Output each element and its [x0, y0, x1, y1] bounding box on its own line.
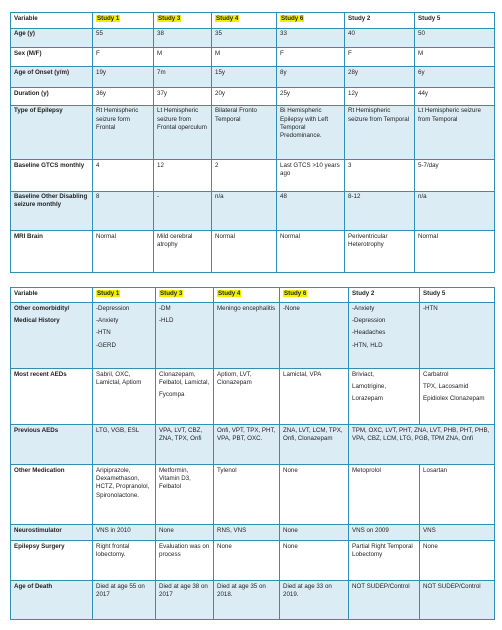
cell: F: [345, 48, 415, 67]
cell: 25y: [277, 88, 345, 106]
header-study-6: Study 6: [277, 13, 345, 29]
cell: 3: [345, 160, 415, 191]
row-label: Most recent AEDs: [11, 369, 93, 425]
table-row: [11, 191, 495, 231]
cell: None: [280, 525, 349, 541]
cell: Metoprolol: [349, 465, 420, 525]
cell: NOT SUDEP/Control: [349, 581, 420, 620]
table-row: [11, 28, 495, 48]
cell: 36y: [93, 88, 154, 106]
cell: None: [214, 541, 280, 581]
header-study-5: Study 5: [415, 13, 495, 29]
cell: 7m: [154, 67, 212, 88]
cell: Normal: [415, 231, 495, 273]
header-study-4: Study 4: [214, 288, 280, 303]
header-variable: Variable: [11, 288, 93, 303]
cell: Lt Hemispheric seizure from Temporal: [415, 105, 495, 159]
table-row: [11, 67, 495, 88]
table-row: [11, 541, 495, 581]
cell: 8-12: [345, 191, 415, 231]
cell: F: [277, 48, 345, 67]
cell: -Anxiety -Depression -Headaches -HTN, HLD: [349, 303, 420, 369]
cell: 33: [277, 28, 345, 48]
row-label: Epilepsy Surgery: [11, 541, 93, 581]
cell: F: [93, 48, 154, 67]
row-label: MRI Brain: [11, 231, 93, 273]
row-label: Baseline GTCS monthly: [11, 160, 93, 191]
cell: VPA, LVT, CBZ, ZNA, TPX, Onfi: [156, 425, 214, 465]
row-label: Type of Epilepsy: [11, 105, 93, 159]
cell: Normal: [212, 231, 277, 273]
cell: 35: [212, 28, 277, 48]
cell: 15y: [212, 67, 277, 88]
cell: Normal: [93, 231, 154, 273]
cell: 12: [154, 160, 212, 191]
cell: Carbatrol TPX, Lacosamid Epidiolex Clonazepam: [420, 369, 495, 425]
row-label: Age (y): [11, 28, 93, 48]
cell: Losartan: [420, 465, 495, 525]
cell: Died at age 33 on 2019.: [280, 581, 349, 620]
cell: n/a: [415, 191, 495, 231]
cell: 19y: [93, 67, 154, 88]
cell: Metformin, Vitamin D3, Felbatol: [156, 465, 214, 525]
cell: Aripiprazole, Dexamethason, HCTZ, Propranolol, Spironolactone.: [93, 465, 156, 525]
cell: 37y: [154, 88, 212, 106]
cell: Normal: [277, 231, 345, 273]
cell: Lamictal, VPA: [280, 369, 349, 425]
cell: Bi Hemispheric Epilepsy with Left Temporal Predominance.: [277, 105, 345, 159]
cell: Evaluation was on process: [156, 541, 214, 581]
cell: Briviact, Lamotrigine, Lorazepam: [349, 369, 420, 425]
cell: Died at age 55 on 2017: [93, 581, 156, 620]
cell: None: [156, 525, 214, 541]
cell: 44y: [415, 88, 495, 106]
cell: 40: [345, 28, 415, 48]
table-row: [11, 231, 495, 273]
cell: Bilateral Fronto Temporal: [212, 105, 277, 159]
header-study-3: Study 3: [154, 13, 212, 29]
row-label: Previous AEDs: [11, 425, 93, 465]
cell: Last GTCS >10 years ago: [277, 160, 345, 191]
cell: 50: [415, 28, 495, 48]
cell: 6y: [415, 67, 495, 88]
cell: VNS on 2009: [349, 525, 420, 541]
cell: 28y: [345, 67, 415, 88]
cell: -None: [280, 303, 349, 369]
cell: None: [420, 541, 495, 581]
header-study-5: Study 5: [420, 288, 495, 303]
cell: 5-7/day: [415, 160, 495, 191]
table-row: [11, 581, 495, 620]
header-study-2: Study 2: [345, 13, 415, 29]
cell: Rt Hemispheric seizure form Frontal: [93, 105, 154, 159]
cell: Died at age 38 on 2017: [156, 581, 214, 620]
cell: LTG, VGB, ESL: [93, 425, 156, 465]
table-row: [11, 160, 495, 191]
cell: Rt Hemispheric seizure from Temporal: [345, 105, 415, 159]
cell: 4: [93, 160, 154, 191]
cell: Clonazepam, Felbatol, Lamictal, Fycompa: [156, 369, 214, 425]
row-label: Other comorbidity/ Medical History: [11, 303, 93, 369]
row-label: Sex (M/F): [11, 48, 93, 67]
cell: None: [280, 541, 349, 581]
cell: Onfi, VPT, TPX, PHT, VPA, PBT, OXC.: [214, 425, 280, 465]
cell: VNS in 2010: [93, 525, 156, 541]
table-row: [11, 525, 495, 541]
cell: Partial Right Temporal Lobectomy: [349, 541, 420, 581]
cell: M: [415, 48, 495, 67]
cell: RNS, VNS: [214, 525, 280, 541]
cell: -Depression -Anxiety -HTN -GERD: [93, 303, 156, 369]
cell: 8y: [277, 67, 345, 88]
row-label: Age of Death: [11, 581, 93, 620]
cell: VNS: [420, 525, 495, 541]
table2-header-row: [11, 288, 495, 303]
row-label: Baseline Other Disabling seizure monthly: [11, 191, 93, 231]
cell: Sabril, OXC, Lamictal, Aptiom: [93, 369, 156, 425]
cell: 20y: [212, 88, 277, 106]
cell: 8: [93, 191, 154, 231]
cell: Lt Hemispheric seizure from Frontal operculum: [154, 105, 212, 159]
header-study-3: Study 3: [156, 288, 214, 303]
cell: -HTN: [420, 303, 495, 369]
cell: 38: [154, 28, 212, 48]
cell: -: [154, 191, 212, 231]
table1-header-row: [11, 13, 495, 29]
cell: None: [280, 465, 349, 525]
table-row: [11, 303, 495, 369]
demographics-table: [10, 12, 495, 273]
row-label: Duration (y): [11, 88, 93, 106]
cell: Mild cerebral atrophy: [154, 231, 212, 273]
cell: M: [154, 48, 212, 67]
cell: Meningo encephalitis: [214, 303, 280, 369]
cell: 48: [277, 191, 345, 231]
header-study-1: Study 1: [93, 13, 154, 29]
header-study-2: Study 2: [349, 288, 420, 303]
header-study-6: Study 6: [280, 288, 349, 303]
cell: -DM -HLD: [156, 303, 214, 369]
cell: Died at age 35 on 2018.: [214, 581, 280, 620]
table-row: [11, 88, 495, 106]
cell: 55: [93, 28, 154, 48]
cell: 2: [212, 160, 277, 191]
cell: TPM, OXC, LVT, PHT, ZNA, LVT, PHB, PHT, PHB, VPA, CBZ, LCM, LTG, PGB, TPM ZNA, Onfi: [349, 425, 495, 465]
cell: Tylenol: [214, 465, 280, 525]
cell: M: [212, 48, 277, 67]
cell: ZNA, LVT, LCM, TPX, Onfi, Clonazepam: [280, 425, 349, 465]
table-row: [11, 425, 495, 465]
clinical-history-table: [10, 287, 495, 620]
cell: Aptiom, LVT, Clonazepam: [214, 369, 280, 425]
row-label: Neurostimulator: [11, 525, 93, 541]
header-variable: Variable: [11, 13, 93, 29]
header-study-1: Study 1: [93, 288, 156, 303]
table-row: [11, 105, 495, 159]
cell: Right frontal lobectomy.: [93, 541, 156, 581]
table-row: [11, 48, 495, 67]
table-row: [11, 465, 495, 525]
table-row: [11, 369, 495, 425]
row-label: Other Medication: [11, 465, 93, 525]
cell: 12y: [345, 88, 415, 106]
row-label: Age of Onset (y/m): [11, 67, 93, 88]
cell: Periventricular Heterotrophy: [345, 231, 415, 273]
header-study-4: Study 4: [212, 13, 277, 29]
cell: n/a: [212, 191, 277, 231]
cell: NOT SUDEP/Control: [420, 581, 495, 620]
